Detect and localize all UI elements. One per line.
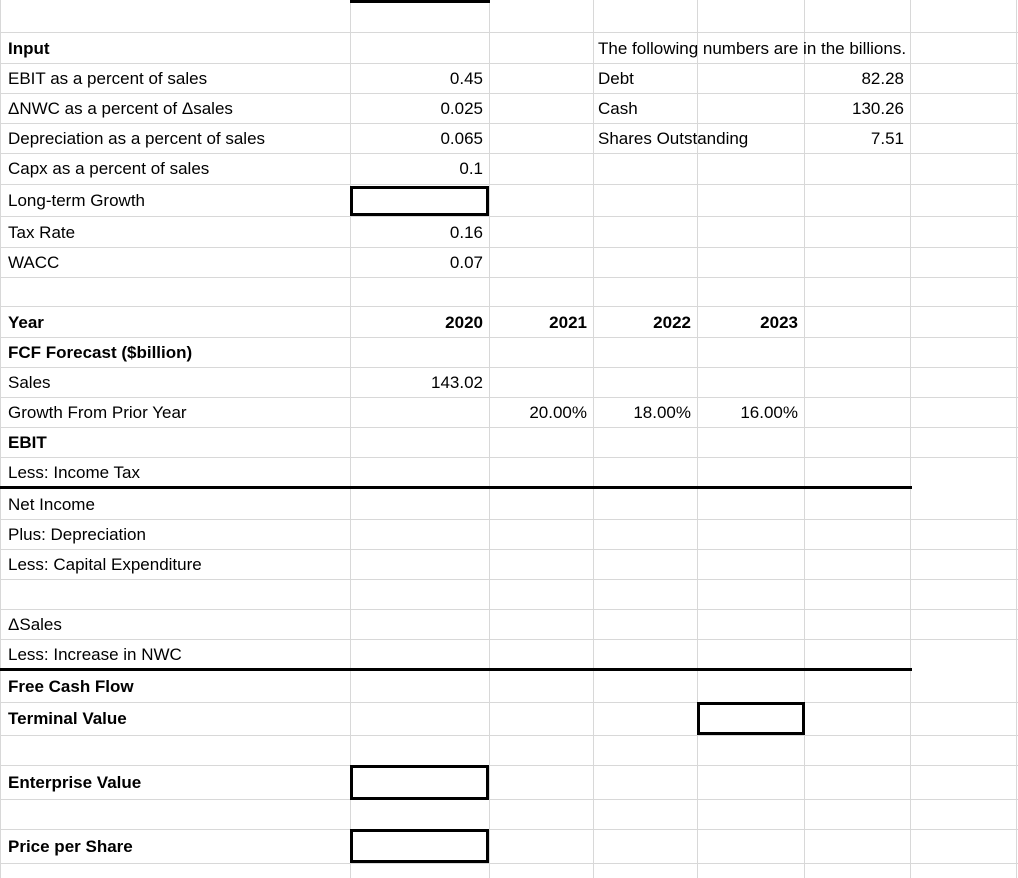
input-heading: Input — [8, 39, 50, 58]
input-label-ebit-pct: EBIT as a percent of sales — [8, 69, 208, 88]
income-tax-label: Less: Income Tax — [8, 463, 140, 482]
growth-label: Growth From Prior Year — [8, 403, 187, 422]
price-per-share-cell[interactable] — [350, 829, 489, 863]
price-per-share-label: Price per Share — [8, 837, 133, 856]
input-label-tax-rate: Tax Rate — [8, 223, 76, 242]
top-column-border — [350, 0, 490, 3]
cash-label: Cash — [598, 99, 638, 118]
enterprise-value-cell[interactable] — [350, 765, 489, 800]
ebit-label: EBIT — [8, 433, 47, 452]
debt-label: Debt — [598, 69, 634, 88]
long-term-growth-cell[interactable] — [350, 186, 489, 216]
input-label-depreciation-pct: Depreciation as a percent of sales — [8, 129, 266, 148]
capex-label: Less: Capital Expenditure — [8, 555, 202, 574]
cash-value[interactable]: 130.26 — [852, 99, 904, 118]
growth-2022[interactable]: 18.00% — [633, 403, 691, 422]
input-value-wacc[interactable]: 0.07 — [449, 253, 483, 272]
net-income-top-border — [0, 486, 912, 489]
input-label-capx-pct: Capx as a percent of sales — [8, 159, 210, 178]
input-value-tax-rate[interactable]: 0.16 — [449, 223, 483, 242]
year-label: Year — [8, 313, 44, 332]
year-2020: 2020 — [445, 313, 483, 332]
terminal-value-cell[interactable] — [697, 702, 805, 735]
input-value-capx-pct[interactable]: 0.1 — [459, 159, 483, 178]
sales-label: Sales — [8, 373, 51, 392]
input-value-ebit-pct[interactable]: 0.45 — [449, 69, 483, 88]
input-value-depreciation-pct[interactable]: 0.065 — [440, 129, 483, 148]
terminal-value-label: Terminal Value — [8, 709, 127, 728]
depreciation-label: Plus: Depreciation — [8, 525, 146, 544]
year-2022: 2022 — [653, 313, 691, 332]
nwc-increase-label: Less: Increase in NWC — [8, 645, 182, 664]
shares-outstanding-label: Shares Outstanding — [598, 129, 749, 148]
fcf-forecast-title: FCF Forecast ($billion) — [8, 343, 193, 362]
input-label-wacc: WACC — [8, 253, 60, 272]
free-cash-flow-label: Free Cash Flow — [8, 677, 134, 696]
free-cash-flow-top-border — [0, 668, 912, 671]
growth-2023[interactable]: 16.00% — [740, 403, 798, 422]
enterprise-value-label: Enterprise Value — [8, 773, 142, 792]
net-income-label: Net Income — [8, 495, 95, 514]
debt-value[interactable]: 82.28 — [861, 69, 904, 88]
input-label-long-term-growth: Long-term Growth — [8, 191, 145, 210]
delta-sales-label: ΔSales — [8, 615, 62, 634]
sales-2020-value[interactable]: 143.02 — [431, 373, 483, 392]
year-2023: 2023 — [760, 313, 798, 332]
growth-2021[interactable]: 20.00% — [529, 403, 587, 422]
input-label-nwc-pct: ΔNWC as a percent of Δsales — [8, 99, 233, 118]
shares-outstanding-value[interactable]: 7.51 — [870, 129, 904, 148]
year-2021: 2021 — [549, 313, 587, 332]
input-value-nwc-pct[interactable]: 0.025 — [440, 99, 483, 118]
billions-note: The following numbers are in the billions. — [598, 39, 907, 58]
